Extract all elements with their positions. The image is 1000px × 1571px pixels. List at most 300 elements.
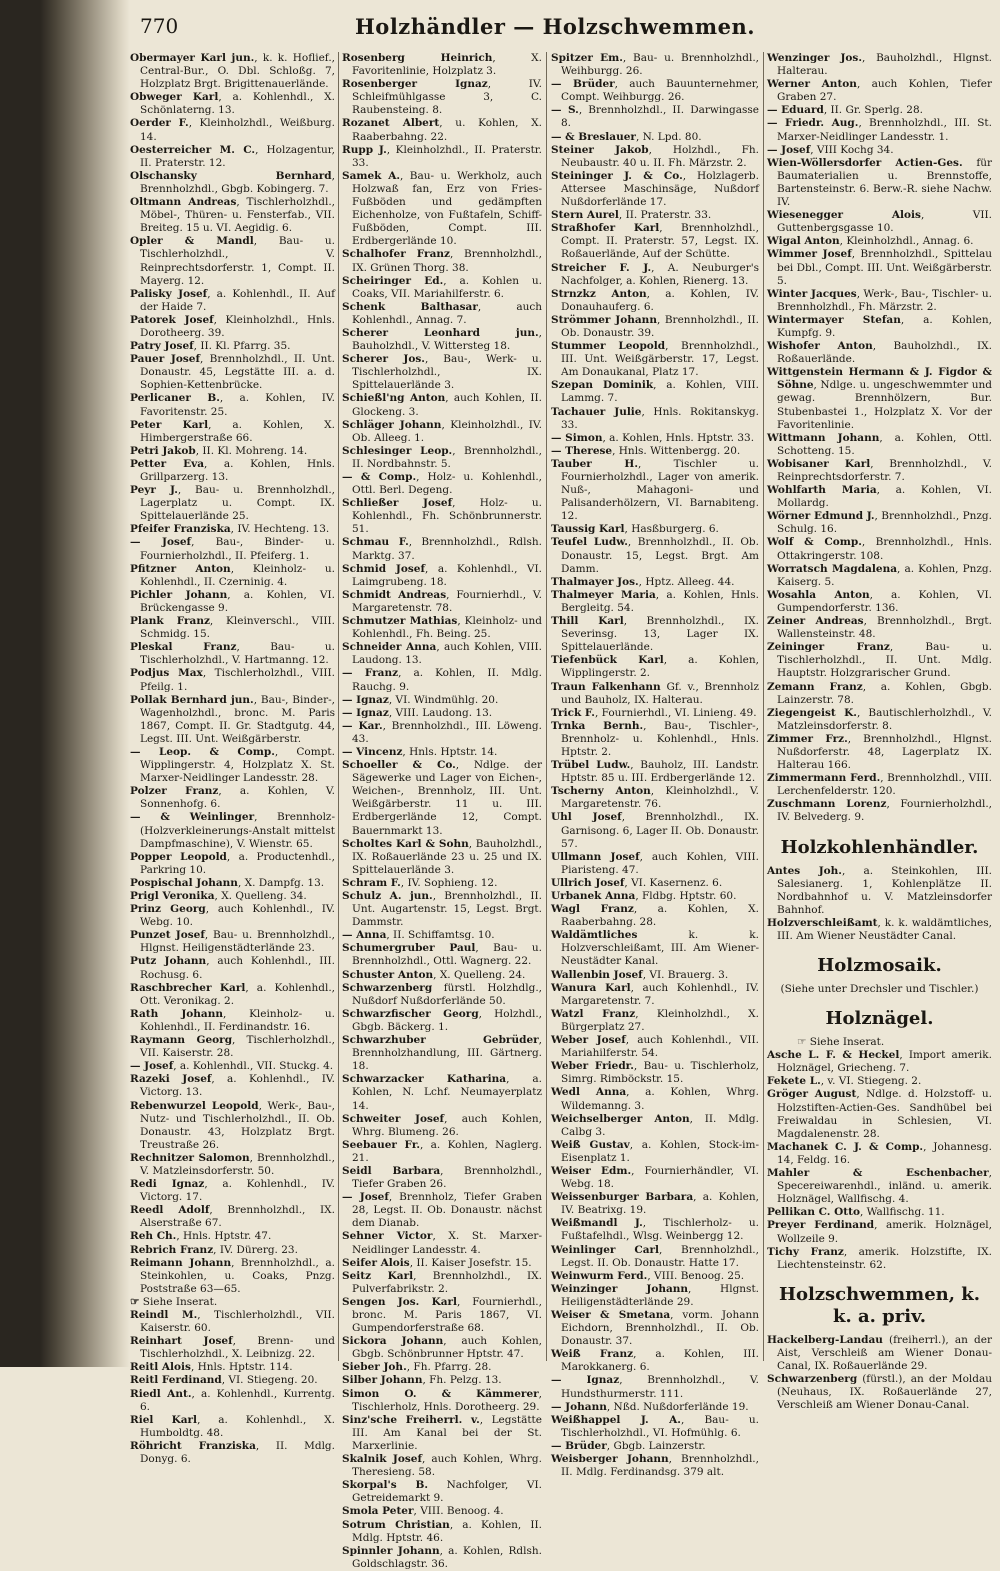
entry-name: Weiß Gustav [551, 1138, 630, 1151]
book-gutter [0, 0, 130, 1367]
section-heading: Holznägel. [825, 1008, 934, 1030]
inserat-note: ☞ Siehe Inserat. [797, 1036, 885, 1049]
entry-text: , Fournierhändler, VI. Webg. 18. [561, 1164, 759, 1191]
entry-text: , Werk-, Bau-, Tischler- u. Brennholzhdl., Fh. Märzstr. 2. [777, 287, 992, 313]
entry-text: , a. Kohlen, X. Raaberbahng. 28. [561, 903, 759, 929]
entry-text: , Bau- u. Werkholz, auch Holzwaß fan, Erz von Fries-Fußböden und gedämpften Eichenholze, von Fußtafeln, Schiff-Fußböden, Compt. III. Erdbergerlände 10. [352, 169, 542, 248]
entry-name: Weisberger Johann [551, 1453, 669, 1466]
entry-text: , Brennholzhdl., III. St. Marxer-Neidlinger Landesstr. 1. [777, 117, 992, 143]
directory-entry [551, 288, 759, 314]
entry-name: Röhricht Franziska [130, 1439, 256, 1452]
entry-text: , a. Kohlen, VIII. Lammg. 7. [561, 379, 759, 405]
directory-entry [342, 445, 542, 471]
entry-name: Thalmayer Jos. [551, 575, 639, 588]
entry-text: , Hnls. Rokitanskyg. 33. [561, 405, 759, 431]
entry-name: Uhl Josef [551, 811, 622, 824]
entry-text: , a. Kohlenhdl., VII. Stuckg. 4. [173, 1060, 334, 1073]
entry-text: , Kleinholz- u. Kohlenhdl., II. Ferdinandstr. 16. [140, 1007, 335, 1033]
entry-name: Rupp J. [342, 143, 387, 156]
entry-text: , Bau-, Tischler-, Brennholz- u. Kohlenhdl., Hnls. Hptstr. 2. [561, 719, 759, 758]
entry-text: , Brennholzhdl., a. Steinkohlen, u. Coaks, Pnzg. Poststraße 63—65. [140, 1256, 335, 1295]
entry-text: , Hnls. Wittenbergg. 20. [612, 444, 741, 457]
entry-name: Streicher F. J. [551, 261, 652, 274]
directory-entry [551, 1139, 759, 1165]
entry-text: , Brennholzhdl., V. Reinprechtsdorferstr. 7. [777, 457, 992, 483]
entry-name: Seidl Barbara [342, 1164, 441, 1177]
entry-text: , Fournierhdl., V. Margaretenstr. 78. [352, 588, 542, 614]
entry-text: , Bau- u. Tischlerholzhdl., VI. Hofmühlg. 6. [561, 1413, 760, 1439]
entry-text: , Brennholzhdl., II. Unt. Donaustr. 45, Legstätte III. a. d. Sophien-Kettenbrücke. [140, 353, 335, 392]
entry-text: , II. Gr. Sperlg. 28. [823, 104, 923, 117]
entry-text: , Brennholzhdl., Tiefer Graben 26. [352, 1164, 542, 1191]
entry-name: Ullmann Josef [551, 850, 640, 863]
entry-name: Olschansky Bernhard [130, 169, 332, 182]
directory-entry [551, 222, 759, 261]
directory-entry [551, 131, 759, 144]
entry-text: , a. Kohlen, Wipplingerstr. 2. [561, 654, 759, 680]
entry-text: , IV. Schleifmühlgasse 3, C. Raubensteing. 8. [352, 78, 542, 117]
entry-name: Schmid Josef [342, 562, 425, 575]
entry-text: , X. Quelleng. 24. [433, 968, 526, 981]
entry-text: , VI. Windmühlg. 20. [388, 693, 499, 706]
directory-entry [551, 589, 759, 615]
directory-entry [342, 1388, 542, 1414]
entry-name: Petri Jakob [130, 444, 196, 457]
section-heading: Holzmosaik. [817, 955, 942, 977]
entry-text: , Brennholzhdl., Hlgnst. Nußdorferstr. 48, Lagerplatz IX. Halterau 166. [777, 732, 992, 772]
directory-entry [767, 563, 992, 589]
directory-entry [551, 432, 759, 445]
directory-entry [342, 1191, 542, 1230]
entry-name: Wallenbin Josef [551, 968, 643, 981]
entry-text: , Brennholzhdl., VIII. Lerchenfelderstr. 120. [777, 772, 993, 798]
entry-name: Pfitzner Anton [130, 562, 231, 575]
directory-entry [551, 1348, 759, 1374]
entry-name: Weber Josef [551, 1034, 626, 1047]
directory-entry [551, 681, 759, 707]
directory-entry [342, 536, 542, 562]
directory-entry [130, 1388, 335, 1414]
directory-entry [767, 798, 992, 824]
column-2 [342, 52, 543, 1570]
entry-name: Weiser & Smetana [551, 1309, 671, 1321]
entry-name: Ziegengeist K. [767, 706, 857, 719]
entry-name: Tiefenbück Karl [551, 654, 664, 667]
entry-name: Punzet Josef [130, 929, 205, 942]
entry-name: Reinhart Josef [130, 1335, 233, 1348]
entry-name: Trnka Bernh. [551, 719, 644, 732]
entry-text: , VIII. Benoog. 25. [647, 1269, 745, 1282]
entry-text: Siehe Inserat. [139, 1295, 218, 1308]
entry-text: , Bau-, Werk- u. Tischlerholzhdl., IX. Spittelauerlände 3. [352, 353, 542, 392]
directory-entry [551, 536, 759, 575]
directory-entry [551, 1060, 759, 1086]
directory-entry [767, 104, 992, 117]
directory-entry [767, 366, 992, 431]
directory-entry [342, 890, 542, 929]
directory-entry [551, 720, 759, 759]
entry-text: , Brennholzhdl., Rdlsh. Marktg. 37. [352, 536, 542, 562]
entry-text: , Tischlerholzhdl., VII. Kaiserstr. 28. [140, 1034, 336, 1060]
entry-name: — Josef [342, 1191, 389, 1204]
directory-entry [342, 694, 542, 707]
directory-entry [342, 1414, 542, 1453]
entry-text: , Bau- u. Brennholzhdl., Hlgnst. Heiligenstädterlände 23. [140, 929, 335, 955]
entry-text: , Bau- u. Tischlerholz, Simrg. Rimböckstr. 15. [561, 1060, 759, 1086]
entry-name: — Brüder [551, 78, 615, 91]
entry-name: Wittmann Johann [767, 431, 880, 444]
entry-name: Reedl Adolf [130, 1204, 210, 1217]
entry-text: , a. Kohlen, VI. Gumpendorferstr. 136. [777, 588, 992, 614]
directory-entry [551, 523, 759, 536]
entry-text: , VIII Kochg 34. [810, 143, 894, 156]
directory-entry [551, 1008, 759, 1034]
entry-name: Weiß Franz [551, 1348, 634, 1361]
section-heading: Holzkohlenhändler. [780, 836, 979, 858]
entry-text: , auch Kohlen, Tiefer Graben 27. [777, 78, 993, 104]
entry-name: Skorpal's B. [342, 1479, 429, 1492]
directory-entry [342, 1453, 542, 1479]
directory-entry [767, 733, 992, 772]
entry-text: , Bau- u. Tischlerholzhdl., V. Reinprechtsdorferstr. 1, Compt. II. Mayerg. 12. [140, 235, 335, 287]
entry-text: , amerik. Holznägel, Wollzeile 9. [777, 1219, 992, 1245]
entry-text: , Hlgnst. Heiligenstädterlände 29. [561, 1282, 759, 1308]
entry-name: — Simon [551, 431, 603, 444]
entry-text: k. k. Holzverschleißamt, III. Am Wiener-Neustädter Kanal. [561, 929, 759, 968]
entry-text: , Brenn- und Tischlerholzhdl., X. Leibnizg. 22. [140, 1335, 336, 1361]
directory-entry [130, 1060, 335, 1073]
directory-entry [342, 301, 542, 327]
directory-entry [551, 340, 759, 379]
entry-name: Rechnitzer Salomon [130, 1151, 250, 1164]
entry-name: Prinz Georg [130, 903, 206, 916]
column-1 [130, 52, 336, 1466]
entry-text: , VII. Guttenbergsgasse 10. [777, 209, 992, 235]
entry-text: , Tischlerholz, Hnls. Dorotheerg. 29. [352, 1387, 542, 1413]
directory-entry [342, 720, 542, 746]
entry-text: , Bauholz, III. Landstr. Hptstr. 85 u. III. Erdbergerlände 12. [561, 759, 759, 785]
entry-name: Spinnler Johann [342, 1544, 440, 1557]
directory-entry [342, 1374, 542, 1387]
directory-entry [767, 641, 992, 680]
directory-entry [551, 929, 759, 968]
directory-entry [767, 1373, 992, 1412]
entry-name: Weinlinger Carl [551, 1243, 660, 1256]
directory-entry [551, 890, 759, 903]
entry-text: , a. Kohlen, Hnls. Hptstr. 33. [602, 431, 755, 444]
entry-text: , Brennholzhdl., IX. Garnisong. 6, Lager II. Ob. Donaustr. 57. [561, 811, 759, 850]
entry-name: Pichler Johann [130, 588, 228, 601]
entry-name: Weissenburger Barbara [551, 1191, 694, 1204]
directory-entry [130, 1257, 335, 1296]
entry-name: Stern Aurel [551, 209, 619, 222]
entry-name: Silber Johann [342, 1374, 423, 1387]
entry-text: , Kleinholzhdl., Annag. 6. [839, 235, 974, 248]
entry-name: Razeki Josef [130, 1073, 212, 1086]
entry-name: Oltmann Andreas [130, 196, 237, 209]
entry-name: Patry Josef [130, 340, 194, 353]
entry-name: Skalnik Josef [342, 1453, 422, 1466]
entry-text: , auch Kohlenhdl., Annag. 7. [352, 300, 542, 326]
directory-entry [342, 1335, 542, 1361]
entry-text: , a. Kohlen, VI. Mollardg. [777, 484, 992, 510]
directory-entry [551, 1283, 759, 1309]
entry-text: , Fh. Pelzg. 13. [422, 1374, 502, 1387]
entry-name: Worratsch Magdalena [767, 562, 898, 575]
directory-entry [342, 877, 542, 890]
entry-text: , Kleinholzhdl., Hnls. Dorotheerg. 39. [140, 313, 336, 339]
entry-name: Obermayer Karl jun. [130, 52, 255, 64]
entry-name: Weißmandl J. [551, 1217, 643, 1230]
directory-entry [551, 52, 759, 78]
entry-text: , Fh. Pfarrg. 28. [406, 1361, 492, 1374]
directory-entry [767, 1141, 992, 1167]
entry-name: Reimann Johann [130, 1256, 232, 1269]
entry-name: Wien-Wöllersdorfer Actien-Ges. [767, 156, 963, 169]
entry-text: , a. Steinkohlen, III. Salesianerg. 1, Kohlenplätze II. Nordbahnhof u. V. Matzleinsdorfer Bahnhof. [777, 864, 992, 916]
directory-entry [130, 1230, 335, 1243]
entry-name: Schneider Anna [342, 641, 437, 654]
entry-text: , Bau- u. Brennholzhdl., Lagerplatz u. Compt. IX. Spittelauerlände 25. [140, 484, 335, 523]
entry-name: Machanek C. J. & Comp. [767, 1140, 924, 1153]
entry-text: , Brennholzhdl., Pnzg. Schulg. 16. [777, 510, 992, 536]
entry-text: Nachfolger, VI. Getreidemarkt 9. [352, 1479, 542, 1505]
entry-name: Zeiner Andreas [767, 615, 864, 628]
entry-text: , a. Kohlen, III. Marokkanerg. 6. [561, 1348, 759, 1374]
entry-text: , II. Mdlg. Donyg. 6. [140, 1439, 335, 1466]
entry-name: Gröger August [767, 1088, 857, 1101]
entry-text: , IV. Dürerg. 23. [213, 1243, 298, 1256]
entry-name: Werner Anton [767, 78, 857, 91]
entry-text: , Compt. Wipplingerstr. 4, Holzplatz X. St. Marxer-Neidlinger Landesstr. 28. [140, 745, 335, 785]
directory-entry [130, 170, 335, 196]
entry-text: , II. Praterstr. 33. [618, 209, 712, 222]
entry-text: , Brennholzhdl., IX. Grünen Thorg. 38. [352, 248, 542, 274]
directory-entry [130, 1309, 335, 1335]
entry-name: Schoeller & Co. [342, 759, 456, 772]
directory-entry [551, 170, 759, 209]
entry-name: Zuschmann Lorenz [767, 798, 887, 811]
entry-text: , a. Kohlen, IV. Beatrixg. 19. [561, 1191, 759, 1217]
entry-name: Reitl Ferdinand [130, 1374, 222, 1387]
entry-name: Rath Johann [130, 1007, 223, 1020]
entry-text: , a. Kohlen, Gbgb. Lainzerstr. 78. [777, 680, 992, 706]
entry-name: Wagl Franz [551, 903, 634, 916]
entry-text: , Bau- u. Brennholzhdl., Weihburgg. 26. [561, 52, 759, 78]
entry-text: , Kleinholzhdl., II. Praterstr. 33. [352, 143, 542, 169]
entry-name: Preyer Ferdinand [767, 1219, 875, 1232]
directory-entry [551, 576, 759, 589]
entry-name: Wosahla Anton [767, 588, 870, 601]
entry-text: , X. St. Marxer-Neidlinger Landesstr. 4. [352, 1230, 542, 1256]
directory-entry [551, 78, 759, 104]
directory-entry [130, 890, 335, 903]
entry-text: , VI. Kasernenz. 6. [624, 876, 723, 889]
entry-name: Trübel Ludw. [551, 759, 631, 772]
entry-text: , Werk-, Bau-, Nutz- und Tischlerholzhdl., II. Ob. Donaustr. 43, Holzplatz Brgt. Treustraße 26. [140, 1099, 335, 1151]
directory-entry [342, 1361, 542, 1374]
directory-entry [342, 419, 542, 445]
directory-entry [130, 615, 335, 641]
entry-name: Tachauer Julie [551, 405, 642, 418]
directory-entry [767, 536, 992, 562]
directory-entry [130, 1008, 335, 1034]
directory-entry [551, 1086, 759, 1112]
directory-entry [551, 1309, 759, 1348]
directory-entry [767, 78, 992, 104]
directory-entry [130, 1440, 335, 1466]
entry-text: , a. Kohlenhdl., VI. Laimgrubeng. 18. [352, 562, 542, 588]
entry-name: — Josef [130, 536, 192, 549]
entry-text: , a. Kohlenhdl., X. Humboldtg. 48. [140, 1413, 335, 1439]
entry-name: Strömmer Johann [551, 313, 657, 326]
entry-text: , Tischlerholzhdl., VII. Kaiserstr. 60. [140, 1309, 335, 1335]
directory-entry [767, 510, 992, 536]
directory-entry [130, 563, 335, 589]
directory-entry [130, 536, 335, 562]
entry-text: , a. Kohlen, Stock-im-Eisenplatz 1. [561, 1138, 759, 1164]
entry-text: , auch Kohlenhdl., VII. Mariahilferstr. 54. [561, 1034, 759, 1060]
entry-name: Wenzinger Jos. [767, 52, 862, 64]
entry-name: — Vincenz [342, 745, 403, 758]
directory-entry [130, 1100, 335, 1152]
entry-name: Schließer Josef [342, 497, 453, 510]
entry-name: Strnzkz Anton [551, 287, 647, 300]
entry-name: Schwarzenberg [767, 1373, 858, 1386]
column-rule [546, 52, 547, 1361]
entry-text: für Baumaterialien u. Brennstoffe, Bartensteinstr. 6. Berw.-R. siehe Nachw. IV. [777, 156, 992, 209]
entry-text: , Brennholzhdl., II. Unt. Augartenstr. 15, Legst. Brgt. Dammstr. [352, 890, 542, 929]
entry-name: Schalhofer Franz [342, 248, 450, 261]
entry-name: Wimmer Josef [767, 248, 852, 261]
entry-name: Petter Eva [130, 457, 205, 470]
entry-text: , Ndlge. u. ungeschwemmter und gewag. Brennhölzern, Bur. Stubenbastei 1., Holzplatz X. Vor der Favoritenlinie. [777, 379, 992, 431]
entry-name: Thill Karl [551, 615, 624, 628]
entry-name: Raschbrecher Karl [130, 981, 246, 994]
entry-text: , Bau- u. Tischlerholzhdl., II. Unt. Mdlg. Hauptstr. Holzgrarischer Grund. [777, 641, 992, 680]
entry-text: , Brennholzhdl., IX. Severinsg. 13, Lager IX. Spittelauerlände. [561, 615, 759, 654]
entry-name: Zeininger Franz [767, 641, 890, 654]
directory-entry [551, 1440, 759, 1453]
directory-entry [342, 563, 542, 589]
entry-name: — S. [551, 104, 579, 117]
entry-name: — Brüder [551, 1439, 607, 1452]
entry-text: , Brennholzhdl., Brgt. Wallensteinstr. 48. [777, 615, 992, 641]
entry-name: Seebauer Fr. [342, 1138, 421, 1151]
directory-entry [551, 903, 759, 929]
entry-name: Schmau F. [342, 536, 409, 549]
entry-name: Obweger Karl [130, 91, 219, 104]
directory-entry [342, 838, 542, 877]
entry-text: , Bau- u. Brennholzhdl., Ottl. Wagnerg. 22. [352, 942, 542, 968]
entry-text: , Kleinholzhdl., IV. Ob. Alleeg. 1. [352, 418, 542, 444]
directory-entry [130, 445, 335, 458]
entry-name: Sieber Joh. [342, 1361, 407, 1374]
directory-entry [767, 1334, 992, 1373]
entry-text: , Fournierholzhdl., IV. Belvederg. 9. [777, 798, 992, 824]
entry-name: Schram F. [342, 876, 401, 889]
entry-text: , auch Kohlenhdl., IV. Webg. 10. [140, 903, 336, 929]
entry-name: — Josef [130, 1060, 174, 1073]
entry-name: Schlesinger Leop. [342, 444, 453, 457]
entry-name: Scheiringer Ed. [342, 274, 444, 287]
directory-entry [130, 1414, 335, 1440]
directory-entry [551, 877, 759, 890]
directory-entry [767, 157, 992, 209]
entry-name: Smola Peter [342, 1505, 414, 1518]
directory-entry [767, 589, 992, 615]
directory-entry [342, 942, 542, 968]
entry-name: Antes Joh. [767, 864, 842, 877]
entry-text: , Ndlge. d. Holzstoff- u. Holzstiften-Actien-Ges. Sandhübel bei Freiwaldau in Schlesien, VI. Magdalenenstr. 28. [777, 1088, 992, 1140]
entry-name: Waldämtliches [551, 929, 638, 942]
entry-text: , a. Kohlen u. Coaks, VII. Mariahilferstr. 6. [352, 274, 542, 300]
directory-entry [130, 419, 335, 445]
entry-name: Peyr J. [130, 484, 178, 497]
entry-text: , a. Kohlenhdl., Kurrentg. 6. [140, 1387, 335, 1413]
columns [130, 52, 993, 1570]
entry-text: , k. k. Hoflief., Central-Bur., O. Dbl. Schloßg. 7, Holzplatz Brgt. Brigittenauerlände. [140, 52, 335, 91]
directory-entry [551, 785, 759, 811]
entry-text: , Ndlge. der Sägewerke und Lager von Eichen-, Weichen-, Brennholz, III. Unt. Weißgärberstr. 11 u. III. Erdbergerlände 12, Compt. Bauernmarkt 13. [352, 759, 542, 837]
entry-name: — Josef [767, 143, 811, 156]
directory-entry [130, 458, 335, 484]
entry-name: — & Comp. [342, 471, 417, 483]
directory-entry [342, 589, 542, 615]
entry-name: — Ignaz [342, 706, 389, 719]
directory-entry [342, 1479, 542, 1505]
entry-name: — Franz [342, 667, 399, 680]
entry-text: , Nßd. Nußdorferlände 19. [606, 1400, 749, 1413]
directory-entry [767, 314, 992, 340]
entry-name: Tauber H. [551, 457, 638, 470]
directory-entry [342, 1296, 542, 1335]
entry-name: Fekete L. [767, 1075, 821, 1088]
entry-text: , a. Kohlenhdl., Ott. Veronikag. 2. [140, 981, 336, 1007]
entry-text: , II. Kl. Mohreng. 14. [195, 444, 308, 457]
directory-entry [342, 1257, 542, 1270]
directory-entry [130, 955, 335, 981]
entry-text: , Specereiwarenhdl., inländ. u. amerik. Holznägel, Wallfischg. 4. [777, 1167, 992, 1206]
directory-entry [130, 52, 335, 91]
entry-name: Seitz Karl [342, 1269, 414, 1282]
entry-text: , Brennholzhdl., II. Nordbahnstr. 5. [352, 444, 542, 470]
entry-name: Schumergruber Paul [342, 942, 476, 955]
directory-entry [130, 1335, 335, 1361]
column-rule [763, 52, 764, 1361]
directory-entry [130, 1296, 335, 1309]
entry-name: Rebenwurzel Leopold [130, 1099, 259, 1112]
directory-entry [551, 406, 759, 432]
entry-name: Winter Jacques [767, 287, 857, 300]
entry-name: Schweiter Josef [342, 1112, 445, 1125]
directory-entry [551, 445, 759, 458]
entry-name: Wanura Karl [551, 981, 631, 994]
entry-name: Wishofer Anton [767, 340, 873, 353]
entry-name: Rosenberger Ignaz [342, 78, 488, 91]
entry-name: Schießl'ng Anton [342, 392, 446, 405]
entry-text: , IV. Sophieng. 12. [400, 876, 498, 889]
directory-entry [130, 1034, 335, 1060]
entry-name: Simon O. & Kämmerer [342, 1387, 539, 1400]
directory-entry [130, 589, 335, 615]
entry-name: Wedl Anna [551, 1086, 627, 1099]
entry-name: Schwarzhuber Gebrüder [342, 1034, 539, 1047]
directory-entry [767, 1075, 992, 1088]
entry-name: Weinwurm Ferd. [551, 1269, 648, 1282]
entry-text: , v. VI. Stiegeng. 2. [820, 1075, 922, 1088]
entry-name: Weiser Edm. [551, 1164, 632, 1177]
